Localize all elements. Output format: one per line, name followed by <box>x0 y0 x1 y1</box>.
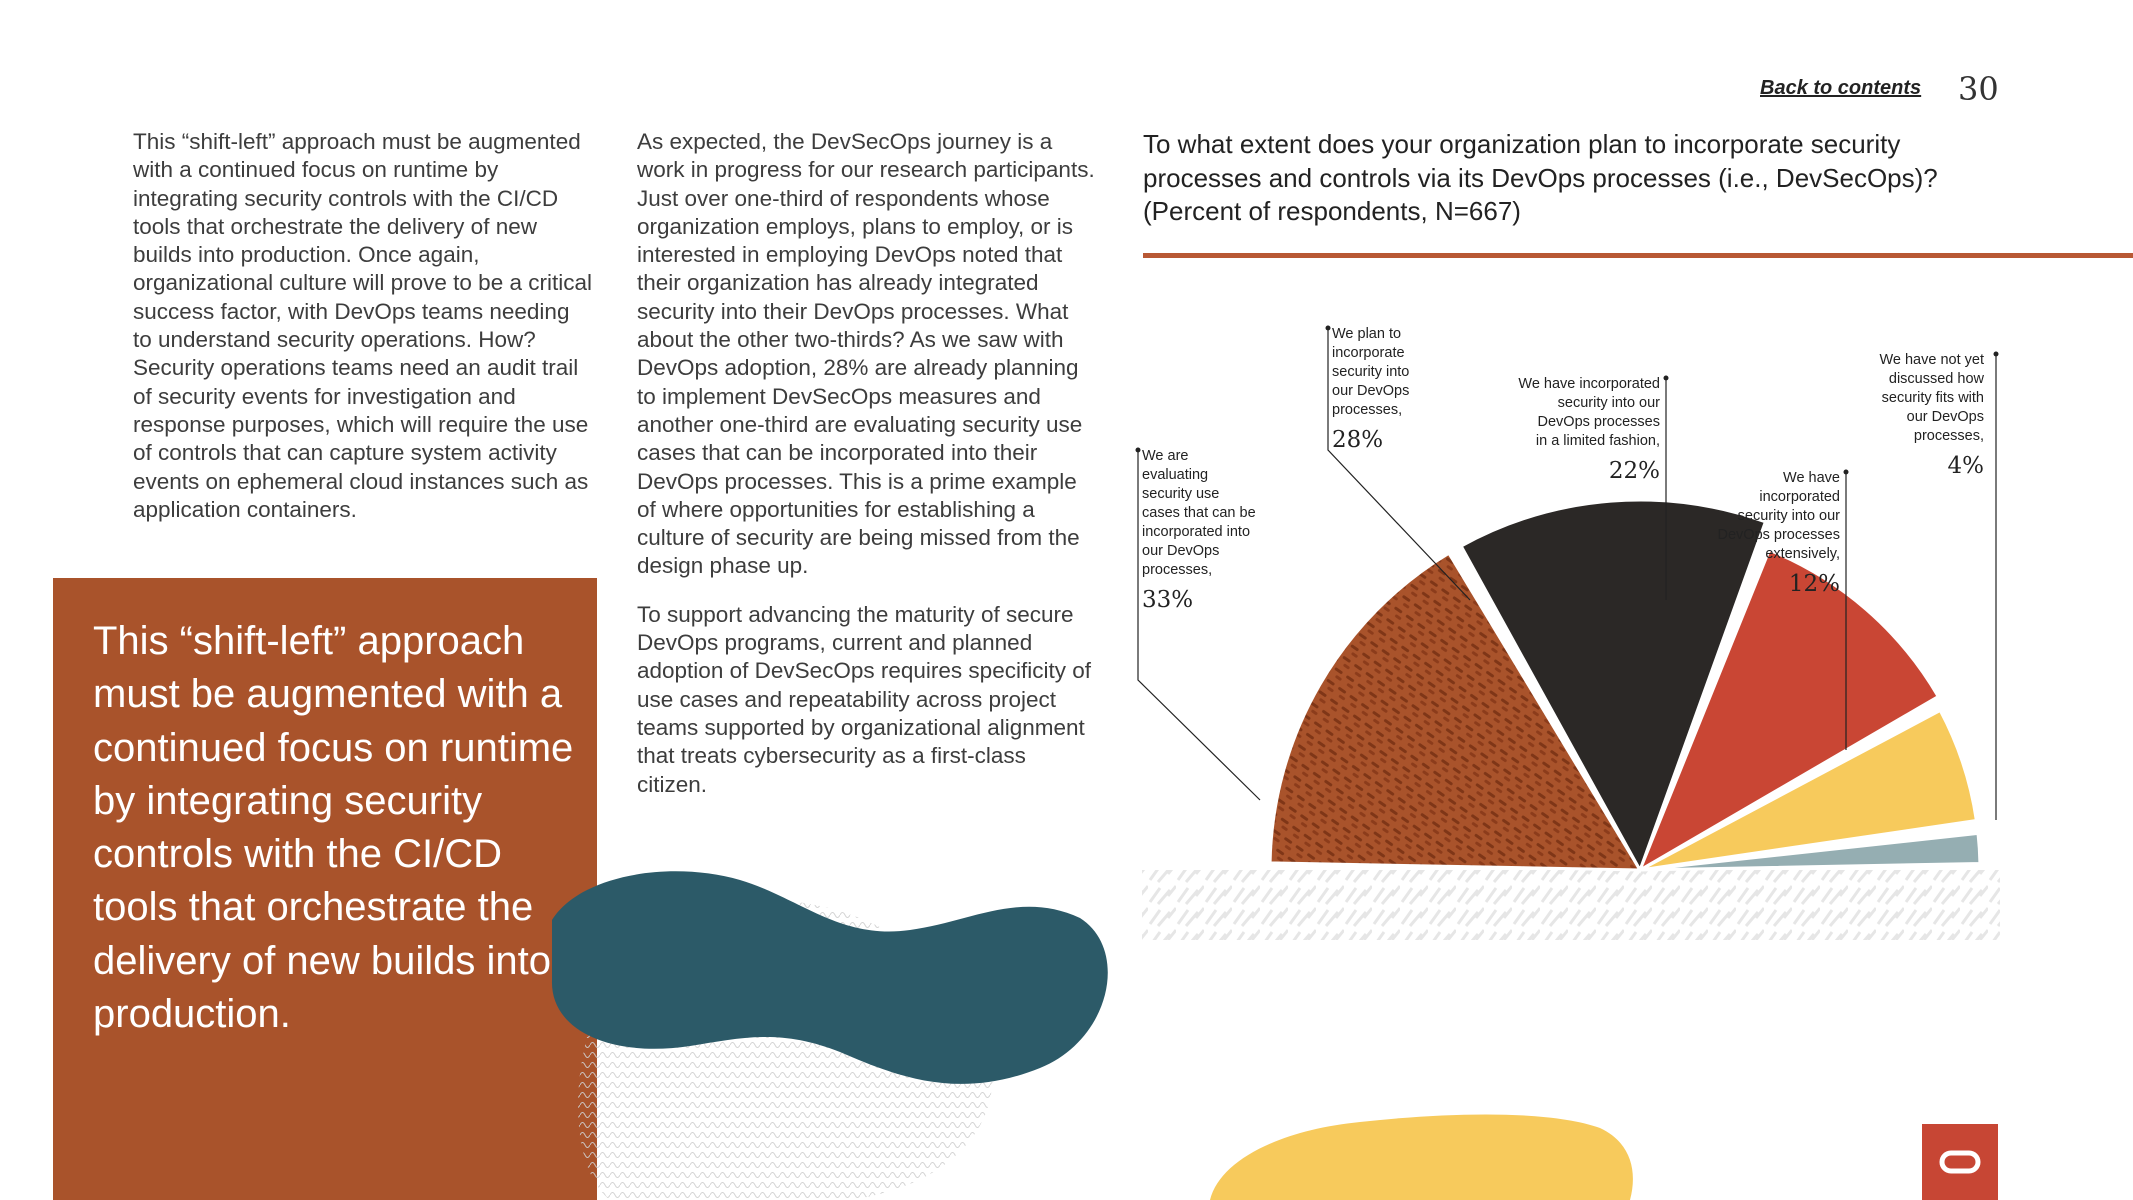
oracle-logo <box>1922 1124 1998 1200</box>
leader-line-evaluating <box>1138 450 1260 800</box>
leader-dot-not-discussed <box>1994 352 1999 357</box>
slice-percent-limited: 22% <box>1608 458 1660 484</box>
slice-label-not-discussed: We have not yet discussed how security fits with our DevOps processes, <box>1879 352 1984 444</box>
body-column-2 <box>637 128 1097 819</box>
page-number: 30 <box>1958 70 1999 108</box>
back-to-contents-link[interactable]: Back to contents <box>1760 77 1922 99</box>
chart-title: To what extent does your organization plan to incorporate security processes and controls via its DevOps processes (i.e., DevSecOps)? (Percent of respondents, N=667) <box>1143 129 1938 226</box>
yellow-blob <box>1210 1114 1633 1200</box>
slice-percent-planning: 28% <box>1332 427 1384 453</box>
leader-dot-limited <box>1664 376 1669 381</box>
leader-dot-evaluating <box>1136 448 1141 453</box>
leader-dot-planning <box>1326 326 1331 331</box>
pull-quote-text: This “shift-left” approach must be augmented with a continued focus on runtime by integrating security controls with the CI/CD tools that orchestrate the delivery of new builds into production. <box>93 619 574 1037</box>
body-column-2-paragraph-1: As expected, the DevSecOps journey is a work in progress for our research participants. Just over one-third of respondents whose organization employs, plans to employ, or is interested in employing DevOps noted that their organization has already integrated security into their DevOps processes. What about the other two-thirds? As we saw with DevOps adoption, 28% are already planning to implement DevSecOps measures and another one-third are evaluating security use cases that can be incorporated into their DevOps processes. This is a prime example of where opportunities for establishing a culture of security are being missed from the design phase up. <box>637 129 1095 579</box>
chart-base-texture <box>1142 870 2000 940</box>
body-column-1: This “shift-left” approach must be augmented with a continued focus on runtime by integrating security controls with the CI/CD tools that orchestrate the delivery of new builds into production. Once again, organizational culture will prove to be a critical success factor, with DevOps teams needing to understand security operations. How? Security operations teams need an audit trail of security events for investigation and response purposes, which will require the use of controls that can capture system activity events on ephemeral cloud instances such as application containers. <box>133 129 592 522</box>
slice-label-evaluating: We are evaluating security use cases that can be incorporated into our DevOps processes, <box>1142 448 1256 578</box>
leader-dot-extensive <box>1844 470 1849 475</box>
slice-percent-extensive: 12% <box>1788 571 1840 597</box>
oracle-logo-icon <box>1938 1149 1982 1175</box>
title-rule <box>1143 253 2133 258</box>
slice-percent-not-discussed: 4% <box>1947 453 1984 479</box>
slice-label-limited: We have incorporated security into our DevOps processes in a limited fashion, <box>1518 376 1660 449</box>
devsecops-pie-chart <box>1120 290 2020 950</box>
slice-label-planning: We plan to incorporate security into our DevOps processes, <box>1332 326 1410 418</box>
body-column-2-paragraph-2: To support advancing the maturity of secure DevOps programs, current and planned adoption of DevSecOps requires specificity of use cases and repeatability across project teams supported by organizational alignment that treats cybersecurity as a first-class citizen. <box>637 601 1091 797</box>
slice-percent-evaluating: 33% <box>1142 587 1194 613</box>
slice-label-extensive: We have incorporated security into our DevOps processes extensively, <box>1717 470 1840 562</box>
